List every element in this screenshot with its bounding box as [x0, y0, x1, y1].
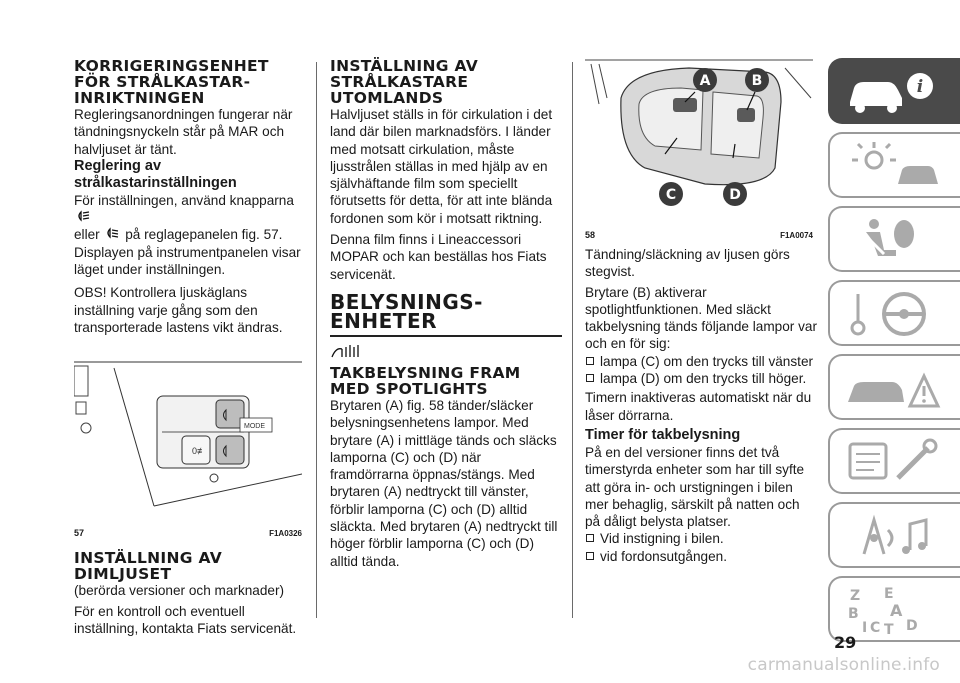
svg-text:T: T — [884, 622, 894, 636]
figure-58 — [585, 58, 813, 238]
svg-text:i: i — [916, 77, 924, 97]
paragraph: Displayen på instrumentpanelen visar läget under inställningen. — [74, 244, 301, 278]
subheading-timer: Timer för takbelysning — [585, 426, 741, 443]
airbag-safety-icon — [844, 214, 944, 266]
tab-safety[interactable] — [828, 206, 960, 272]
callout-b — [745, 68, 769, 92]
list-item — [585, 548, 817, 565]
svg-text:I: I — [862, 620, 868, 636]
car-info-icon — [844, 66, 944, 118]
figure-code: F1A0326 — [269, 529, 302, 539]
page-number: 29 — [834, 633, 857, 652]
checkbox-bullet-icon — [586, 552, 594, 560]
tab-service[interactable] — [828, 428, 960, 494]
svg-text:0≢: 0≢ — [192, 446, 207, 457]
paragraph: (berörda versioner och marknader) — [74, 583, 285, 599]
chapter-tabs — [828, 58, 960, 650]
ceiling-light-illustration — [585, 58, 813, 226]
svg-text:A: A — [890, 601, 903, 620]
mode-label: MODE — [244, 423, 265, 431]
heading-takbelysning: TAKBELYSNING FRAM MED SPOTLIGHTS — [330, 363, 521, 398]
svg-text:C: C — [870, 620, 881, 636]
column-divider — [316, 62, 317, 618]
text-segment: eller — [74, 227, 100, 243]
paragraph: Regleringsanordningen fungerar när tändningsnyckeln står på MAR och halvljuset är tänt. — [74, 107, 293, 157]
svg-text:A: A — [699, 73, 711, 89]
list-item — [585, 353, 817, 370]
figure-number: 58 — [585, 230, 596, 240]
alphabetical-index-icon — [844, 584, 944, 636]
checkbox-bullet-icon — [586, 357, 594, 365]
list-item-text: vid fordonsutgången. — [600, 548, 727, 564]
paragraph: Halvljuset ställs in för cirkulation i det land där bilen marknadsförs. I länder med motsatt cirkulation, måste ljusstrålen ställas in med hjälp av en självhäftande film som speciellt förutsetts för detta, för att inte blända fordonen som kör i motsatt riktning. — [330, 107, 553, 226]
paragraph: Timern inaktiveras automatiskt när du låser dörrarna. — [585, 390, 812, 423]
steering-wheel-icon — [844, 288, 944, 340]
heading-dimljuset: INSTÄLLNING AV DIMLJUSET — [74, 549, 222, 584]
figure-code: F1A0074 — [780, 231, 813, 240]
multimedia-icon — [844, 510, 944, 562]
subheading-reglering: Reglering av strålkastarinställningen — [74, 157, 237, 191]
heading-korrigeringsenhet: KORRIGERINGSENHET FÖR STRÅLKASTAR-INRIKTNINGEN — [74, 57, 269, 107]
list-item — [585, 530, 817, 547]
svg-text:D: D — [906, 618, 918, 634]
heading-belysningsenheter: BELYSNINGS-ENHETER — [330, 289, 483, 333]
paragraph-obs: OBS! Kontrollera ljuskäglans inställning varje gång som den transporterade lastens vikt ändras. — [74, 285, 283, 335]
paragraph: Tändning/släckning av ljusen görs stegvist. — [585, 247, 790, 280]
tab-multimedia[interactable] — [828, 502, 960, 568]
svg-text:E: E — [884, 586, 894, 602]
text-segment: För inställningen, använd knapparna — [74, 192, 294, 208]
list-item-text: lampa (D) om den trycks till höger. — [600, 371, 807, 387]
car-warning-icon — [844, 362, 944, 414]
paragraph: För en kontroll och eventuell inställning, kontakta Fiats servicenät. — [74, 603, 297, 636]
tab-starting-driving[interactable] — [828, 280, 960, 346]
section-rule — [330, 335, 562, 337]
tab-emergency[interactable] — [828, 354, 960, 420]
tab-car-info[interactable] — [828, 58, 960, 124]
checkbox-bullet-icon — [586, 534, 594, 542]
svg-text:C: C — [665, 187, 677, 203]
paragraph: Brytare (B) aktiverar spotlightfunktionen. Med släckt takbelysning tänds följande lampor var och en för sig: — [585, 284, 817, 352]
list-item-text: Vid instigning i bilen. — [600, 531, 724, 547]
dashboard-lights-icon — [844, 140, 944, 192]
figure-57 — [74, 354, 302, 539]
headlight-down-icon — [103, 227, 125, 242]
svg-text:B: B — [751, 73, 763, 89]
heading-utomlands: INSTÄLLNING AV STRÅLKASTARE UTOMLANDS — [330, 57, 478, 107]
tab-dashboard-lights[interactable] — [828, 132, 960, 198]
paragraph: Denna film finns i Lineaccessori MOPAR och kan beställas hos Fiats servicenät. — [330, 232, 547, 282]
svg-text:D: D — [729, 187, 741, 203]
paragraph: På en del versioner finns det två timerstyrda enheter som har till syfte att göra in- och urstigningen i bilen mer behaglig, särskilt på natten och på dåligt belysta platser. — [585, 444, 805, 530]
list-item — [585, 370, 817, 387]
checkbox-bullet-icon — [586, 374, 594, 382]
paragraph: Brytaren (A) fig. 58 tänder/släcker belysningsenhetens lampor. Med brytare (A) i mittläge tänds och släcks lamporna (C) och (D) när framdörrarna öppnas/stängs. Med brytaren (A) nedtryckt till vänster, förblir lamporna (C) och (D) alltid släckta. Med brytaren (A) nedtryckt till höger förblir lamporna (C) och (D) alltid tända. — [330, 397, 558, 569]
interior-light-icon — [330, 343, 562, 365]
callout-c — [659, 182, 683, 206]
svg-text:Z: Z — [850, 588, 861, 604]
paragraph-buttons — [74, 192, 306, 244]
text-segment: på reglagepanelen fig. 57. — [125, 227, 283, 243]
column-2 — [330, 58, 562, 570]
headlight-up-icon — [74, 210, 92, 225]
callout-d — [723, 182, 747, 206]
list-item-text: lampa (C) om den trycks till vänster — [600, 353, 814, 369]
column-3 — [585, 58, 817, 565]
column-1 — [74, 58, 306, 637]
figure-number: 57 — [74, 528, 85, 539]
column-divider — [572, 62, 573, 618]
callout-a — [693, 68, 717, 92]
headlight-control-panel-illustration — [74, 354, 302, 526]
service-tools-icon — [844, 436, 944, 488]
watermark-text: carmanualsonline.info — [747, 655, 940, 675]
svg-text:B: B — [848, 606, 859, 622]
